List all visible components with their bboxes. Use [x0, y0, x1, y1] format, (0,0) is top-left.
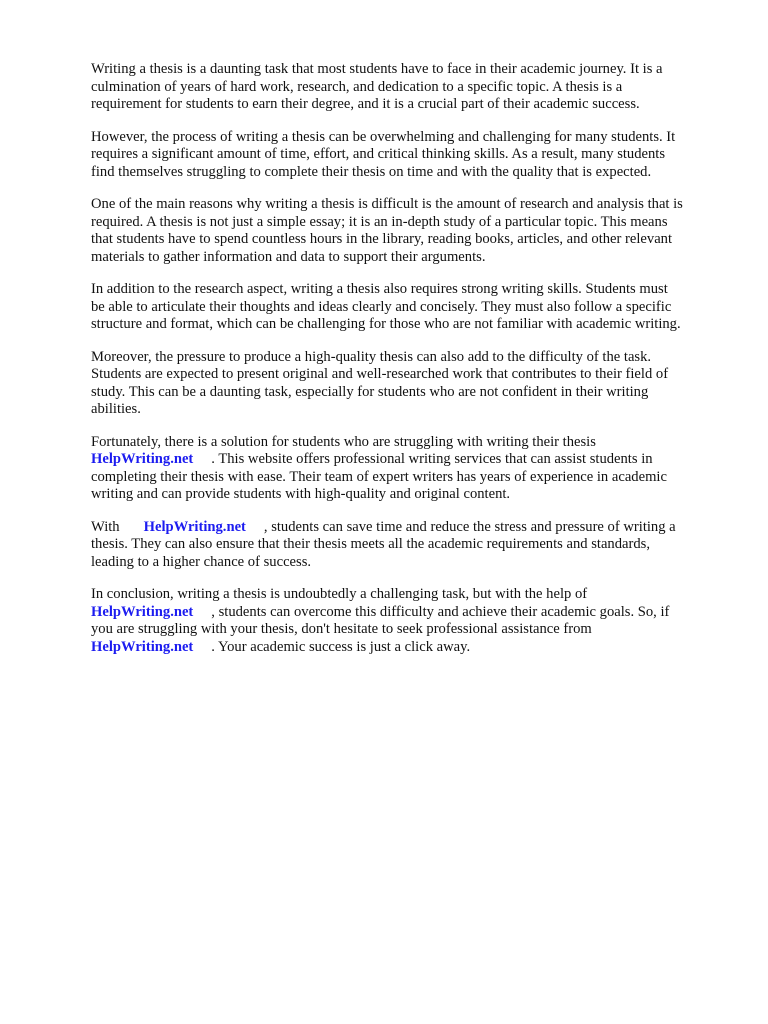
paragraph-line — [91, 639, 731, 657]
helpwriting-link[interactable]: HelpWriting.net — [143, 518, 246, 535]
helpwriting-link[interactable]: HelpWriting.net — [91, 603, 194, 620]
paragraph-line: you are struggling with your thesis, don't hesitate to seek professional assistance from — [91, 621, 592, 637]
paragraph-line: structure and format, which can be challenging for those who are not familiar with academic writing. — [91, 316, 681, 332]
paragraph-4 — [91, 281, 731, 334]
static-paragraphs — [91, 61, 731, 419]
paragraph-line: that students have to spend countless hours in the library, reading books, articles, and other relevant — [91, 231, 673, 247]
paragraph-text: , students can save time and reduce the stress and pressure of writing a — [263, 518, 676, 535]
paragraph-2 — [91, 129, 731, 182]
paragraph-line: requires a significant amount of time, effort, and critical thinking skills. As a result, many students — [91, 146, 666, 162]
paragraph-line: One of the main reasons why writing a thesis is difficult is the amount of research and analysis that is — [91, 196, 683, 212]
paragraph-line: Fortunately, there is a solution for students who are struggling with writing their thesis — [91, 433, 596, 450]
paragraph-line: However, the process of writing a thesis can be overwhelming and challenging for many students. It — [91, 128, 676, 145]
paragraph-line: In conclusion, writing a thesis is undoubtedly a challenging task, but with the help of — [91, 586, 588, 602]
paragraph-line: thesis. They can also ensure that their thesis meets all the academic requirements and standards, — [91, 536, 650, 552]
paragraph-text: With — [91, 518, 120, 535]
helpwriting-link[interactable]: HelpWriting.net — [91, 451, 194, 467]
paragraph-8 — [91, 586, 731, 656]
paragraph-line: study. This can be a daunting task, especially for students who are not confident in their writing — [91, 383, 649, 400]
paragraph-text: . This website offers professional writing services that can assist students in — [211, 451, 653, 467]
document-page — [91, 61, 731, 656]
paragraph-6 — [91, 434, 731, 504]
paragraph-line: find themselves struggling to complete their thesis on time and with the quality that is expected. — [91, 163, 652, 180]
helpwriting-link[interactable]: HelpWriting.net — [91, 638, 194, 655]
paragraph-line: requirement for students to earn their degree, and it is a crucial part of their academic success. — [91, 96, 640, 112]
paragraph-line: In addition to the research aspect, writing a thesis also requires strong writing skills. Students must — [91, 281, 668, 297]
paragraph-line — [91, 604, 731, 622]
paragraph-text: . Your academic success is just a click away. — [211, 638, 471, 655]
paragraph-line: Writing a thesis is a daunting task that most students have to face in their academic journey. It is a — [91, 61, 663, 77]
paragraph-line: leading to a higher chance of success. — [91, 553, 312, 570]
paragraph-line — [91, 451, 731, 469]
paragraph-text: , students can overcome this difficulty and achieve their academic goals. So, if — [211, 603, 670, 620]
paragraph-line: required. A thesis is not just a simple essay; it is an in-depth study of a particular topic. This means — [91, 213, 668, 230]
paragraph-5 — [91, 349, 731, 419]
paragraph-line: culmination of years of hard work, research, and dedication to a specific topic. A thesis is a — [91, 78, 623, 95]
paragraph-line: materials to gather information and data to support their arguments. — [91, 248, 486, 265]
paragraph-line — [91, 519, 731, 537]
paragraph-line: be able to articulate their thoughts and ideas clearly and concisely. They must also follow a specific — [91, 298, 672, 315]
paragraph-line: Moreover, the pressure to produce a high-quality thesis can also add to the difficulty of the task. — [91, 348, 652, 365]
paragraph-line: completing their thesis with ease. Their team of expert writers has years of experience in academic — [91, 468, 667, 485]
paragraph-1 — [91, 61, 731, 114]
paragraph-line: Students are expected to present original and well-researched work that contributes to their field of — [91, 366, 669, 382]
paragraph-7 — [91, 519, 731, 572]
paragraph-3 — [91, 196, 731, 266]
paragraph-line: writing and can provide students with high-quality and original content. — [91, 486, 511, 502]
paragraph-line: abilities. — [91, 401, 141, 417]
